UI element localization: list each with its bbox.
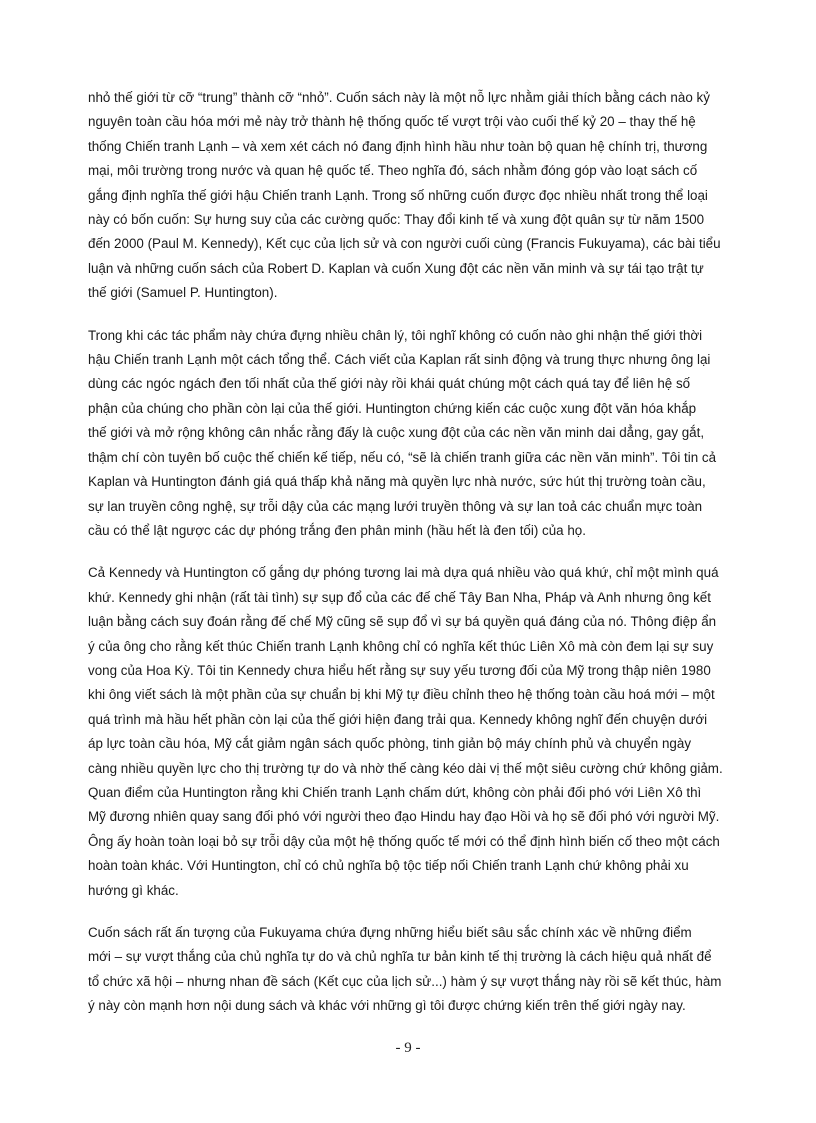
text-line: hoàn toàn khác. Với Huntington, chỉ có chủ nghĩa bộ tộc tiếp nối Chiến tranh Lạnh chứ không phải xu xyxy=(88,858,689,874)
text-line: khi ông viết sách là một phần của sự chuẩn bị khi Mỹ tự điều chỉnh theo hệ thống toàn cầu hoá mới – một xyxy=(88,687,715,703)
text-line: phận của chúng cho phần còn lại của thế giới. Huntington chứng kiến các cuộc xung đột văn hóa khắp xyxy=(88,400,697,416)
text-line: luận bằng cách suy đoán rằng đế chế Mỹ cũng sẽ sụp đổ vì sự bá quyền quá đáng của nó. Thông điệp ẩn xyxy=(88,614,717,630)
text-line: nguyên toàn cầu hóa mới mẻ này trở thành hệ thống quốc tế vượt trội vào cuối thế kỷ 20 – thay thế hệ xyxy=(88,114,696,130)
text-line: ý này còn mạnh hơn nội dung sách và khác với những gì tôi được chứng kiến trên thế giới ngày nay. xyxy=(88,998,686,1014)
text-line: dùng các ngóc ngách đen tối nhất của thế giới này rồi khái quát chúng một cách quá tay để liên hệ số xyxy=(88,376,691,392)
text-line: Cuốn sách rất ấn tượng của Fukuyama chứa đựng những hiểu biết sâu sắc chính xác về những điểm xyxy=(88,925,692,940)
text-line: thậm chí còn tuyên bố cuộc thế chiến kế tiếp, nếu có, “sẽ là chiến tranh giữa các nền văn minh”. Tôi tin cả xyxy=(88,449,717,465)
paragraph-4 xyxy=(88,921,734,1019)
text-line: đến 2000 (Paul M. Kennedy), Kết cục của lịch sử và con người cuối cùng (Francis Fukuyama), các bài tiểu xyxy=(88,236,721,252)
page-number: - 9 - xyxy=(395,1040,421,1056)
text-line: Ông ấy hoàn toàn loại bỏ sự trỗi dậy của một hệ thống quốc tế mới có thể định hình biến cố theo một cách xyxy=(88,833,720,849)
text-line: Trong khi các tác phẩm này chứa đựng nhiều chân lý, tôi nghĩ không có cuốn nào ghi nhận thế giới thời xyxy=(88,327,703,343)
paragraph-3 xyxy=(88,561,734,903)
text-line: khứ. Kennedy ghi nhận (rất tài tình) sự sụp đổ của các đế chế Tây Ban Nha, Pháp và Anh nhưng ông kết xyxy=(88,589,711,605)
text-line: Mỹ đương nhiên quay sang đối phó với người theo đạo Hindu hay đạo Hồi và họ sẽ đối phó với người Mỹ. xyxy=(88,809,720,825)
text-line: Kaplan và Huntington đánh giá quá thấp khả năng mà quyền lực nhà nước, sức hút thị trường toàn cầu, xyxy=(88,474,706,490)
text-line: Quan điểm của Huntington rằng khi Chiến tranh Lạnh chấm dứt, không còn phải đối phó với Liên Xô thì xyxy=(88,784,702,800)
text-line: hậu Chiến tranh Lạnh một cách tổng thể. Cách viết của Kaplan rất sinh động và trung thực nhưng ông lại xyxy=(88,352,711,368)
text-line: quá trình mà hầu hết phần còn lại của thế giới hiện đang trải qua. Kennedy không nghĩ đến chuyện dưới xyxy=(88,711,708,727)
text-line: hướng gì khác. xyxy=(88,882,179,898)
text-line: càng nhiều quyền lực cho thị trường tự do và nhờ thế càng kéo dài vị thế một siêu cường chứ không giảm. xyxy=(88,760,723,776)
text-line: vong của Hoa Kỳ. Tôi tin Kennedy chưa hiểu hết rằng sự suy yếu tương đối của Mỹ trong thập niên 1980 xyxy=(88,662,711,678)
text-line: sự lan truyền công nghệ, sự trỗi dậy của các mạng lưới truyền thông và sự lan toả các chuẩn mực toàn xyxy=(88,498,703,514)
text-line: áp lực toàn cầu hóa, Mỹ cắt giảm ngân sách quốc phòng, tinh giản bộ máy chính phủ và chuyển ngày xyxy=(88,736,692,752)
text-line: luận và những cuốn sách của Robert D. Kaplan và cuốn Xung đột các nền văn minh và sự tái tạo trật tự xyxy=(88,260,704,276)
body-text xyxy=(88,86,734,1037)
text-line: gắng định nghĩa thế giới hậu Chiến tranh Lạnh. Trong số những cuốn được đọc nhiều nhất trong thể loại xyxy=(88,187,708,203)
text-line: thống Chiến tranh Lạnh – và xem xét cách nó đang định hình hầu như toàn bộ quan hệ chính trị, thương xyxy=(88,138,708,154)
paragraph-1 xyxy=(88,86,734,306)
text-line: Cả Kennedy và Huntington cố gắng dự phóng tương lai mà dựa quá nhiều vào quá khứ, chỉ một mình quá xyxy=(88,565,719,581)
text-line: mới – sự vượt thắng của chủ nghĩa tự do và chủ nghĩa tư bản kinh tế thị trường là cách hiệu quả nhất để xyxy=(88,949,712,965)
text-line: mại, môi trường trong nước và quan hệ quốc tế. Theo nghĩa đó, sách nhằm đóng góp vào loạt sách cố xyxy=(88,163,698,179)
text-line: cầu có thể lật ngược các dự phóng trắng đen phân minh (hầu hết là đen tối) của họ. xyxy=(88,522,586,538)
text-line: thế giới (Samuel P. Huntington). xyxy=(88,285,278,301)
text-line: ý của ông cho rằng kết thúc Chiến tranh Lạnh không chỉ có nghĩa kết thúc Liên Xô mà còn đem lại sự suy xyxy=(88,638,714,654)
text-line: nhỏ thế giới từ cỡ “trung” thành cỡ “nhỏ”. Cuốn sách này là một nỗ lực nhằm giải thích bằng cách nào kỷ xyxy=(88,90,710,105)
text-line: thế giới và mở rộng không cân nhắc rằng đấy là cuộc xung đột của các nền văn minh dai dẳng, gay gắt, xyxy=(88,425,705,441)
paragraph-2 xyxy=(88,324,734,544)
text-line: tổ chức xã hội – nhưng nhan đề sách (Kết cục của lịch sử...) hàm ý sự vượt thắng này rồi sẽ kết thúc, hàm xyxy=(88,973,722,989)
text-line: này có bốn cuốn: Sự hưng suy của các cường quốc: Thay đổi kinh tế và xung đột quân sự từ năm 1500 xyxy=(88,212,705,228)
